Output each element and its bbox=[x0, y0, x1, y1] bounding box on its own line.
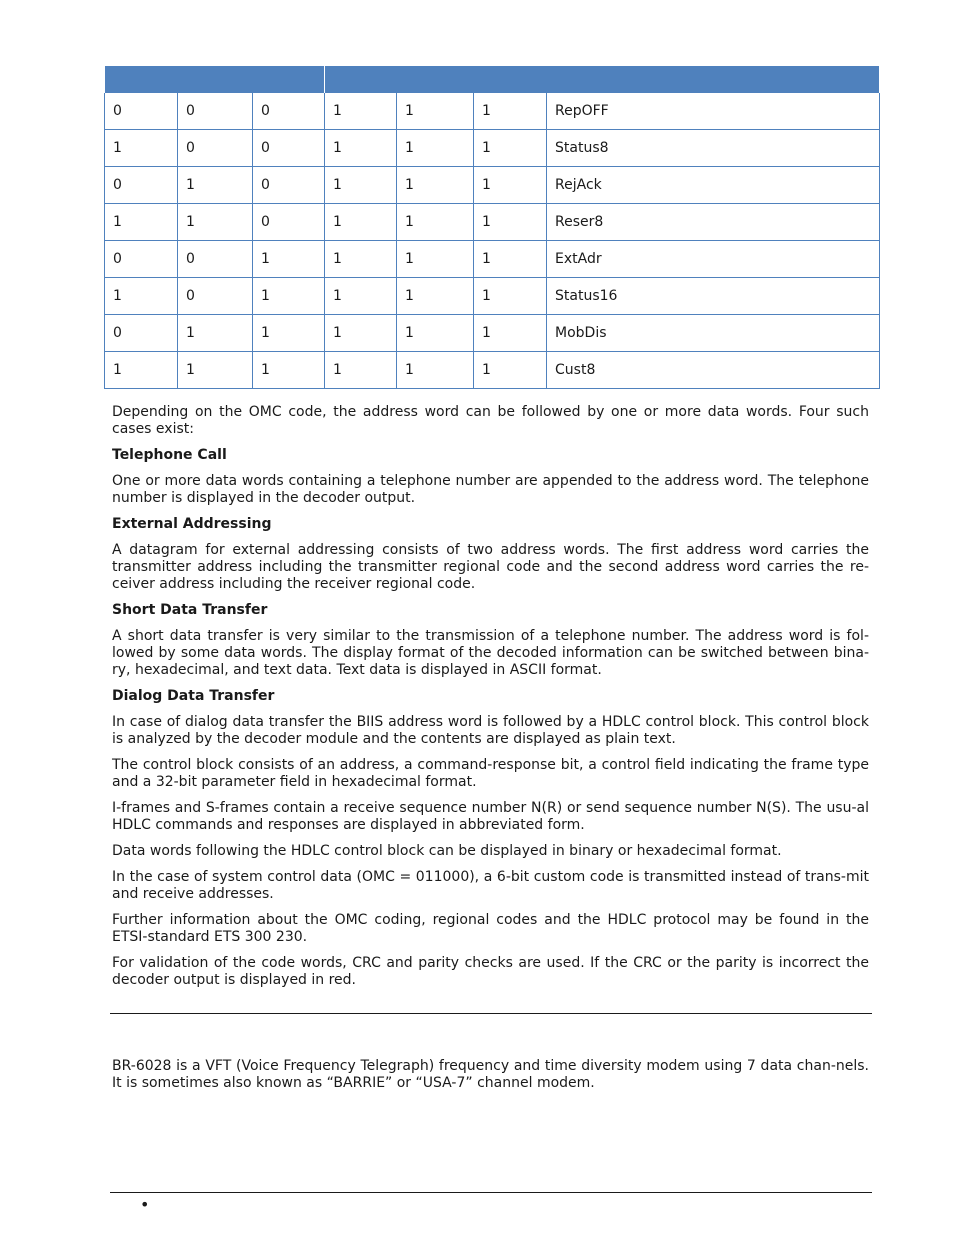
bit-cell: 0 bbox=[253, 167, 325, 204]
bit-cell: 1 bbox=[397, 315, 474, 352]
table-row bbox=[105, 93, 880, 130]
bit-cell: 1 bbox=[105, 352, 178, 389]
bit-cell: 1 bbox=[105, 130, 178, 167]
dialog-paragraph: For validation of the code words, CRC and parity checks are used. If the CRC or the parity is incorrect the decoder output is displayed in red. bbox=[112, 955, 869, 988]
dialog-data-heading: Dialog Data Transfer bbox=[112, 688, 275, 704]
bit-cell: 0 bbox=[178, 93, 253, 130]
bit-cell: 0 bbox=[253, 130, 325, 167]
dialog-paragraph: I-frames and S-frames contain a receive sequence number N(R) or send sequence number N(S). The usu-al HDLC commands and responses are displayed in abbreviated form. bbox=[112, 800, 869, 833]
bit-cell: 1 bbox=[474, 167, 547, 204]
br6028-intro-paragraph: BR-6028 is a VFT (Voice Frequency Telegraph) frequency and time diversity modem using 7 data chan-nels. It is sometimes also known as “BARRIE” or “USA-7” channel modem. bbox=[112, 1058, 869, 1091]
message-type-cell: MobDis bbox=[547, 315, 880, 352]
bit-cell: 1 bbox=[105, 204, 178, 241]
bit-cell: 1 bbox=[397, 93, 474, 130]
short-data-heading: Short Data Transfer bbox=[112, 602, 268, 618]
bit-cell: 1 bbox=[325, 204, 397, 241]
bit-cell: 1 bbox=[325, 130, 397, 167]
bit-cell: 1 bbox=[474, 93, 547, 130]
bit-cell: 0 bbox=[253, 204, 325, 241]
table-header-row bbox=[105, 66, 880, 93]
bit-cell: 1 bbox=[325, 278, 397, 315]
message-type-cell: RepOFF bbox=[547, 93, 880, 130]
bit-cell: 1 bbox=[474, 204, 547, 241]
external-addressing-paragraph: A datagram for external addressing consists of two address words. The first address word carries the transmitter address including the transmitter regional code and the second address word carries the re-ceiver address including the receiver regional code. bbox=[112, 542, 869, 592]
message-type-cell: Status16 bbox=[547, 278, 880, 315]
section-divider bbox=[110, 1013, 872, 1014]
bit-cell: 0 bbox=[178, 130, 253, 167]
message-type-cell: ExtAdr bbox=[547, 241, 880, 278]
biis-description bbox=[112, 404, 869, 998]
bit-cell: 0 bbox=[178, 241, 253, 278]
bit-cell: 1 bbox=[178, 352, 253, 389]
bit-cell: 1 bbox=[397, 167, 474, 204]
bit-cell: 1 bbox=[178, 167, 253, 204]
bit-cell: 1 bbox=[325, 241, 397, 278]
dialog-paragraph: In the case of system control data (OMC = 011000), a 6-bit custom code is transmitted instead of trans-mit and receive addresses. bbox=[112, 869, 869, 902]
bit-cell: 1 bbox=[325, 93, 397, 130]
table-row bbox=[105, 315, 880, 352]
bit-cell: 1 bbox=[474, 241, 547, 278]
table-row bbox=[105, 352, 880, 389]
intro-paragraph: Depending on the OMC code, the address word can be followed by one or more data words. Four such cases exist: bbox=[112, 404, 869, 437]
bit-cell: 1 bbox=[178, 315, 253, 352]
message-type-cell: RejAck bbox=[547, 167, 880, 204]
telephone-call-heading: Telephone Call bbox=[112, 447, 227, 463]
table-row bbox=[105, 130, 880, 167]
bit-cell: 1 bbox=[474, 278, 547, 315]
dialog-paragraph: In case of dialog data transfer the BIIS address word is followed by a HDLC control block. This control block is analyzed by the decoder module and the contents are displayed as plain text. bbox=[112, 714, 869, 747]
bit-cell: 1 bbox=[253, 315, 325, 352]
bit-cell: 1 bbox=[474, 352, 547, 389]
bit-cell: 1 bbox=[105, 278, 178, 315]
bit-cell: 1 bbox=[397, 278, 474, 315]
omc-code-table bbox=[104, 66, 880, 389]
table-body bbox=[105, 93, 880, 389]
table-row bbox=[105, 241, 880, 278]
table-row bbox=[105, 204, 880, 241]
bit-cell: 0 bbox=[105, 241, 178, 278]
bit-cell: 0 bbox=[105, 93, 178, 130]
bit-cell: 1 bbox=[397, 241, 474, 278]
bit-cell: 1 bbox=[474, 315, 547, 352]
external-addressing-heading: External Addressing bbox=[112, 516, 272, 532]
dialog-paragraph: The control block consists of an address, a command-response bit, a control field indicating the frame type and a 32-bit parameter field in hexadecimal format. bbox=[112, 757, 869, 790]
bit-cell: 0 bbox=[253, 93, 325, 130]
bit-cell: 1 bbox=[325, 167, 397, 204]
dialog-paragraph: Further information about the OMC coding, regional codes and the HDLC protocol may be found in the ETSI-standard ETS 300 230. bbox=[112, 912, 869, 945]
telephone-call-paragraph: One or more data words containing a telephone number are appended to the address word. The telephone number is displayed in the decoder output. bbox=[112, 473, 869, 506]
bit-cell: 1 bbox=[397, 204, 474, 241]
short-data-paragraph: A short data transfer is very similar to the transmission of a telephone number. The address word is fol-lowed by some data words. The display format of the decoded information can be switched between bina-ry, hexadecimal, and text data. Text data is displayed in ASCII format. bbox=[112, 628, 869, 678]
message-type-cell: Status8 bbox=[547, 130, 880, 167]
table-row bbox=[105, 167, 880, 204]
footer-bullet: • bbox=[140, 1195, 150, 1214]
bit-cell: 1 bbox=[178, 204, 253, 241]
bit-cell: 1 bbox=[325, 352, 397, 389]
table-header-cell bbox=[325, 66, 880, 93]
bit-cell: 0 bbox=[178, 278, 253, 315]
footer-divider bbox=[110, 1192, 872, 1193]
message-type-cell: Reser8 bbox=[547, 204, 880, 241]
bit-cell: 1 bbox=[397, 130, 474, 167]
message-type-cell: Cust8 bbox=[547, 352, 880, 389]
table-header-cell bbox=[105, 66, 325, 93]
bit-cell: 0 bbox=[105, 167, 178, 204]
table-row bbox=[105, 278, 880, 315]
bit-cell: 1 bbox=[397, 352, 474, 389]
bit-cell: 1 bbox=[253, 241, 325, 278]
bit-cell: 0 bbox=[105, 315, 178, 352]
br6028-section bbox=[112, 1058, 869, 1101]
bit-cell: 1 bbox=[474, 130, 547, 167]
bit-cell: 1 bbox=[253, 278, 325, 315]
bit-cell: 1 bbox=[325, 315, 397, 352]
bit-cell: 1 bbox=[253, 352, 325, 389]
dialog-paragraph: Data words following the HDLC control block can be displayed in binary or hexadecimal format. bbox=[112, 843, 782, 859]
